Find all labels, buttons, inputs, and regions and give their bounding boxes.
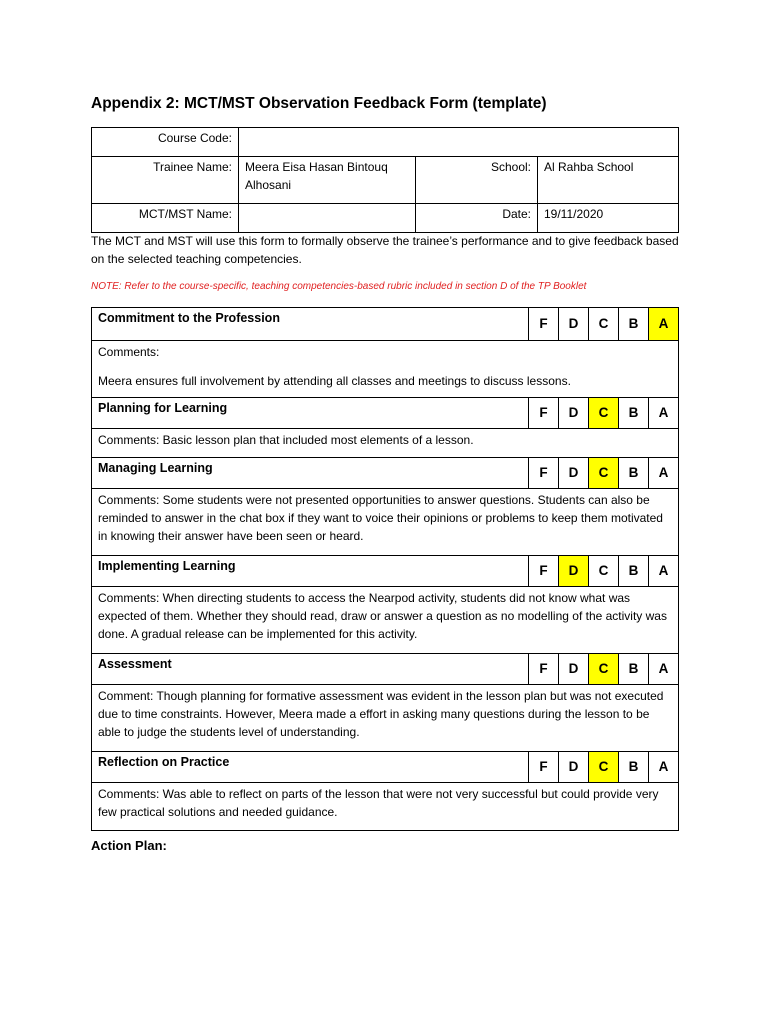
grade-b-cell: B <box>619 654 649 685</box>
competency-header-row <box>92 556 679 587</box>
comment-cell <box>92 429 679 458</box>
trainee-info-table <box>91 127 679 233</box>
comment-text: Comments: <box>98 345 160 359</box>
grade-f-cell: F <box>529 752 559 783</box>
grade-a-cell: A <box>649 654 679 685</box>
grade-d-cell: D <box>559 308 589 341</box>
grade-c-cell: C <box>589 556 619 587</box>
competency-header-row <box>92 398 679 429</box>
school-label: School: <box>416 157 538 204</box>
rubric-note: NOTE: Refer to the course-specific, teaching competencies-based rubric included in section D of the TP Booklet <box>91 281 587 292</box>
grade-d-cell: D <box>559 458 589 489</box>
comment-text: Comments: When directing students to access the Nearpod activity, students did not know what was expected of them. Whether they should read, draw or answer a question as no modelling of the activity was done. A gradual release can be implemented for this activity. <box>98 591 667 641</box>
comment-row <box>92 429 679 458</box>
grade-c-cell: C <box>589 752 619 783</box>
grade-f-cell: F <box>529 654 559 685</box>
competency-header-row <box>92 752 679 783</box>
form-title: Appendix 2: MCT/MST Observation Feedback Form (template) <box>91 95 547 112</box>
grade-b-cell: B <box>619 556 649 587</box>
comment-cell <box>92 341 679 398</box>
mct-mst-name-label: MCT/MST Name: <box>92 204 239 233</box>
grade-a-cell: A <box>649 458 679 489</box>
grade-a-cell: A <box>649 556 679 587</box>
comment-row <box>92 685 679 752</box>
grade-c-cell: C <box>589 308 619 341</box>
competency-header-row <box>92 308 679 341</box>
grade-a-cell: A <box>649 308 679 341</box>
comment-row <box>92 783 679 831</box>
grade-c-cell: C <box>589 398 619 429</box>
grade-d-cell: D <box>559 556 589 587</box>
school-value: Al Rahba School <box>538 157 679 204</box>
competency-name: Assessment <box>92 654 529 685</box>
course-code-value <box>239 128 679 157</box>
comment-row <box>92 587 679 654</box>
competency-rubric-table <box>91 307 679 831</box>
competency-name: Commitment to the Profession <box>92 308 529 341</box>
competency-name: Managing Learning <box>92 458 529 489</box>
comment-text: Meera ensures full involvement by attending all classes and meetings to discuss lessons. <box>98 374 571 388</box>
grade-f-cell: F <box>529 398 559 429</box>
intro-text: The MCT and MST will use this form to formally observe the trainee’s performance and to give feedback based on the selected teaching competencies. <box>91 234 679 266</box>
grade-a-cell: A <box>649 398 679 429</box>
grade-b-cell: B <box>619 458 649 489</box>
comment-cell <box>92 587 679 654</box>
comment-text: Comments: Was able to reflect on parts of the lesson that were not very successful but could provide very few practical solutions and needed guidance. <box>98 787 659 819</box>
grade-d-cell: D <box>559 752 589 783</box>
grade-f-cell: F <box>529 458 559 489</box>
grade-b-cell: B <box>619 398 649 429</box>
course-code-row <box>92 128 679 157</box>
grade-c-cell: C <box>589 654 619 685</box>
grade-b-cell: B <box>619 308 649 341</box>
grade-d-cell: D <box>559 398 589 429</box>
grade-d-cell: D <box>559 654 589 685</box>
grade-b-cell: B <box>619 752 649 783</box>
date-value: 19/11/2020 <box>538 204 679 233</box>
action-plan-label: Action Plan: <box>91 838 167 853</box>
mct-mst-name-value <box>239 204 416 233</box>
comment-text: Comment: Though planning for formative assessment was evident in the lesson plan but was not executed due to time constraints. However, Meera made a effort in asking many questions during the lesson to be able to judge the students level of understanding. <box>98 689 664 739</box>
comment-cell <box>92 489 679 556</box>
comment-text: Comments: Some students were not presented opportunities to answer questions. Students can also be reminded to answer in the chat box if they want to voice their opinions or problems to keep them motivated in knowing their answer have been seen or heard. <box>98 493 663 543</box>
competency-header-row <box>92 458 679 489</box>
comment-cell <box>92 685 679 752</box>
comment-cell <box>92 783 679 831</box>
comment-text: Comments: Basic lesson plan that included most elements of a lesson. <box>98 433 474 447</box>
grade-f-cell: F <box>529 556 559 587</box>
mct-row <box>92 204 679 233</box>
competency-name: Planning for Learning <box>92 398 529 429</box>
trainee-name-value: Meera Eisa Hasan Bintouq Alhosani <box>239 157 416 204</box>
competency-header-row <box>92 654 679 685</box>
grade-f-cell: F <box>529 308 559 341</box>
comment-row <box>92 341 679 398</box>
course-code-label: Course Code: <box>92 128 239 157</box>
trainee-row <box>92 157 679 204</box>
competency-name: Reflection on Practice <box>92 752 529 783</box>
grade-c-cell: C <box>589 458 619 489</box>
comment-row <box>92 489 679 556</box>
trainee-name-label: Trainee Name: <box>92 157 239 204</box>
competency-name: Implementing Learning <box>92 556 529 587</box>
grade-a-cell: A <box>649 752 679 783</box>
date-label: Date: <box>416 204 538 233</box>
